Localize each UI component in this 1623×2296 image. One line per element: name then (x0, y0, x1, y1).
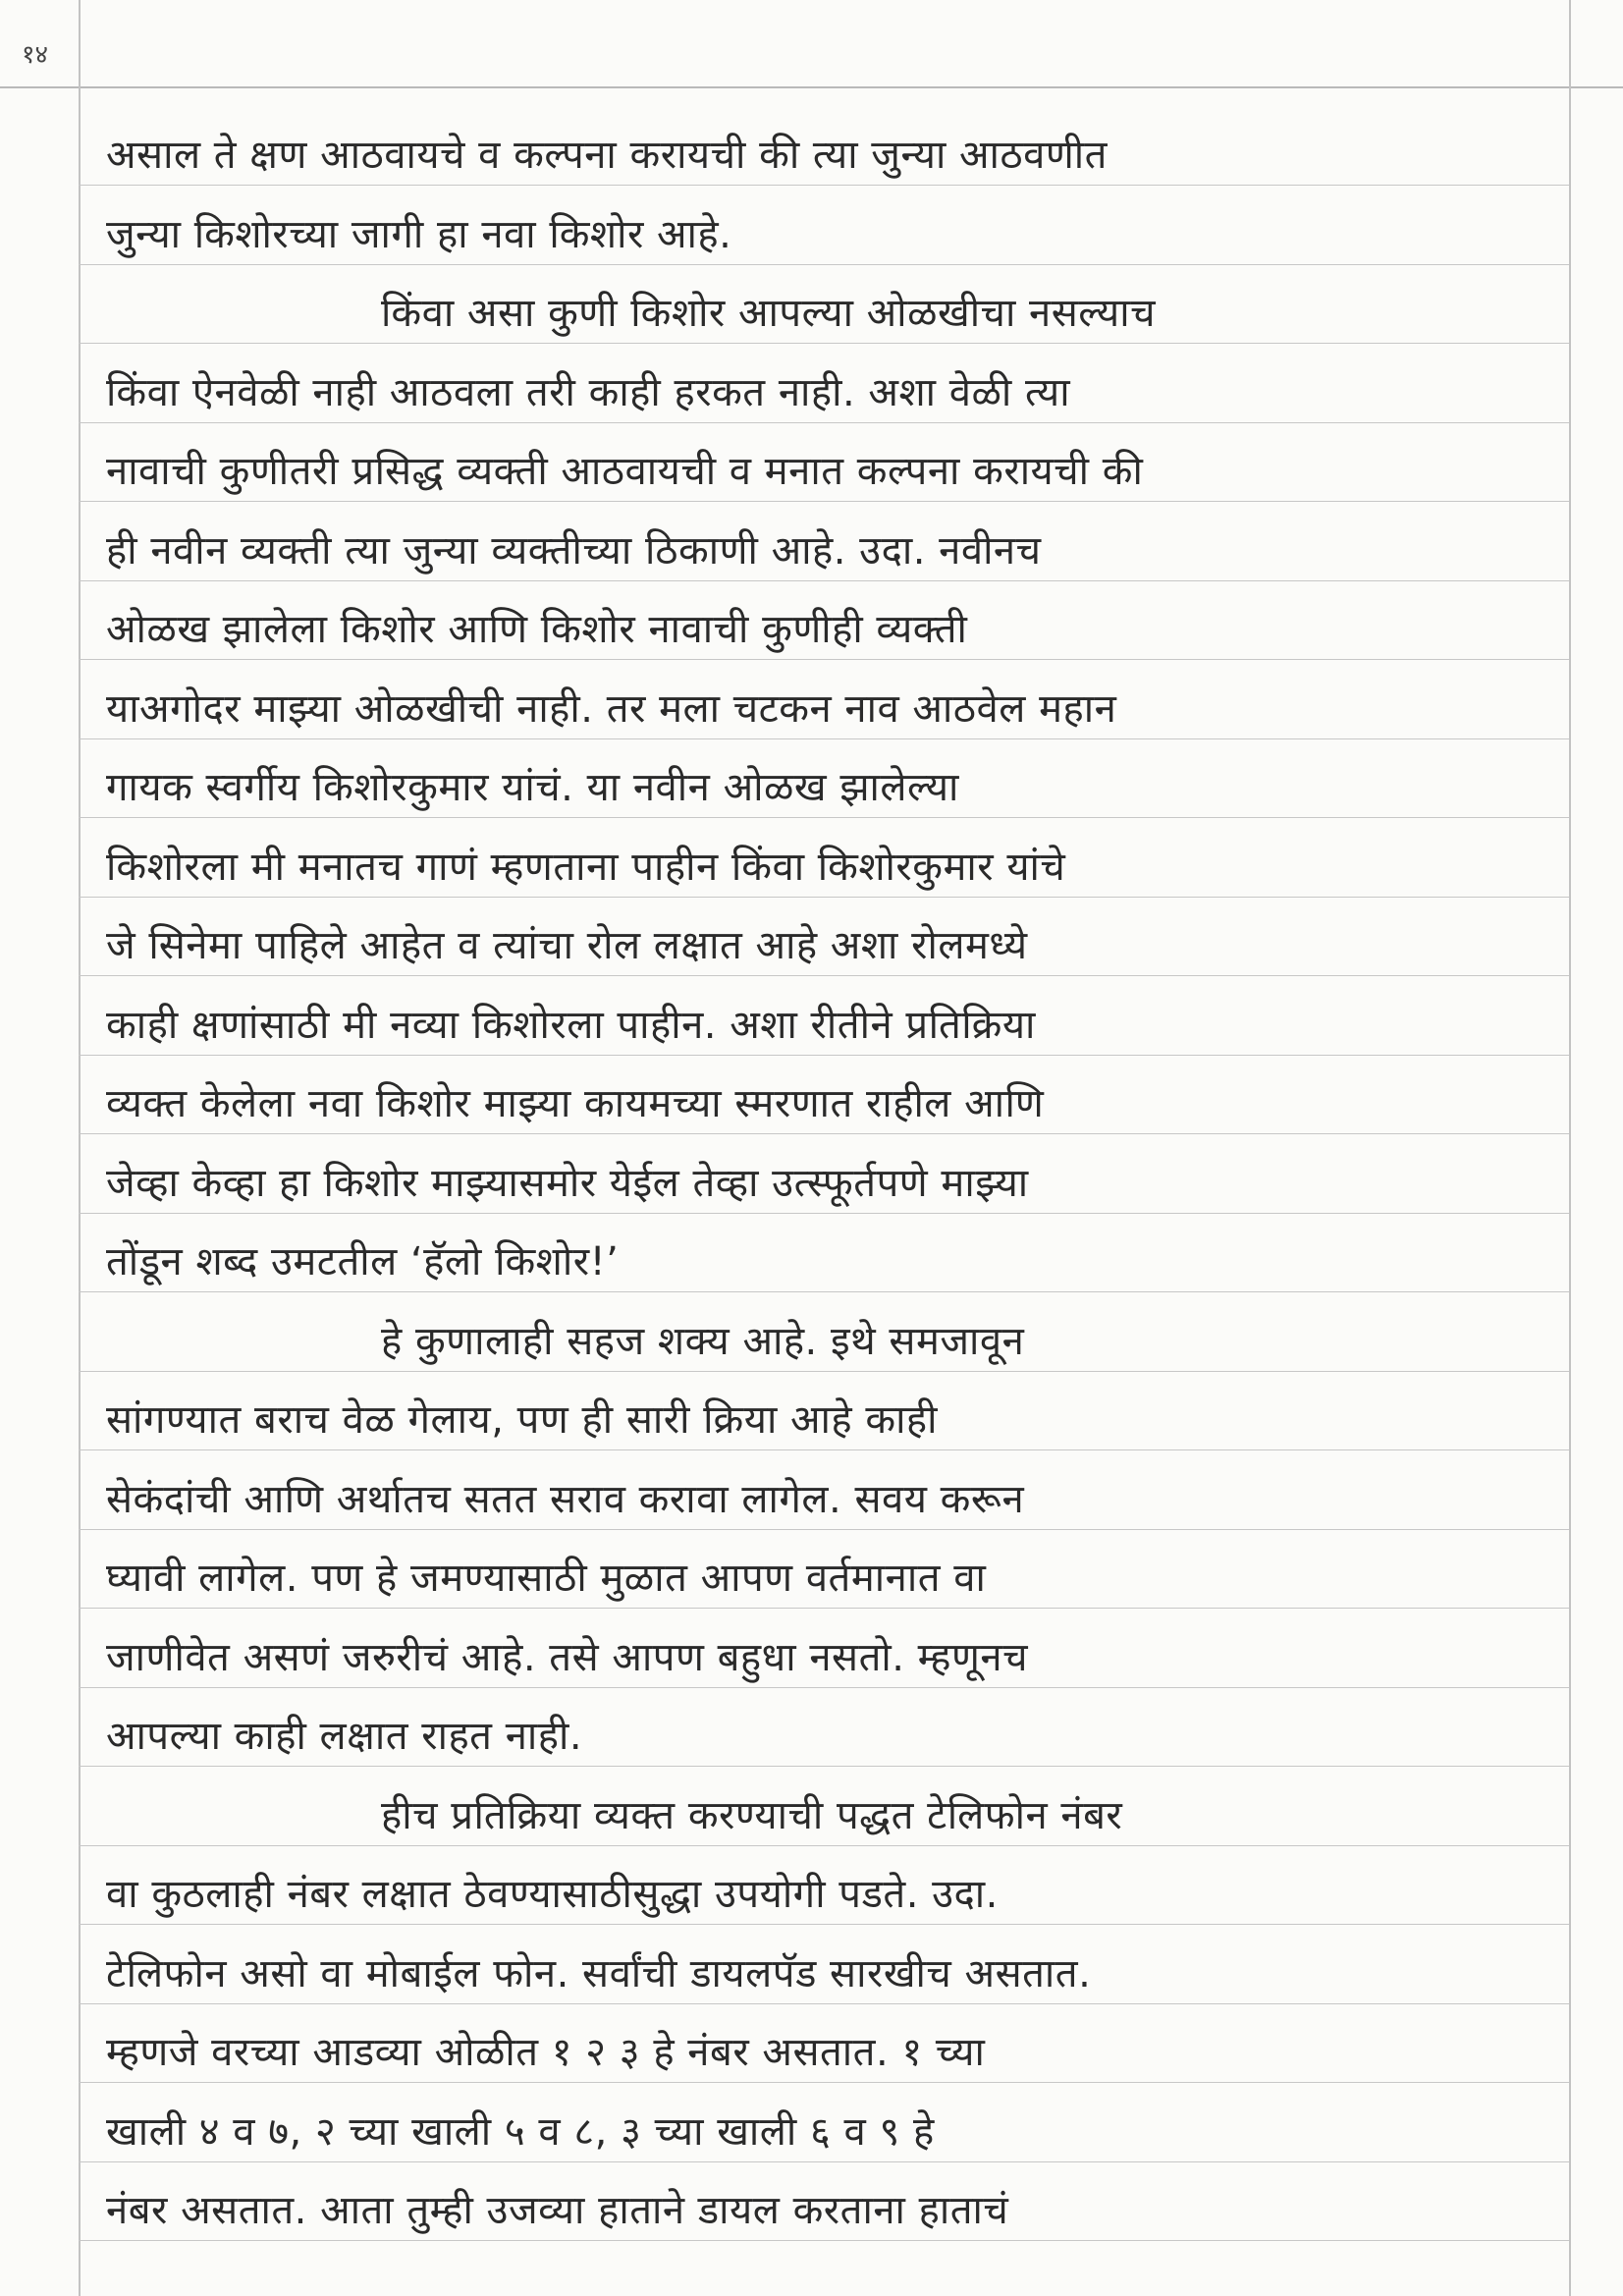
ruled-line (79, 185, 1569, 186)
text-line: व्यक्त केलेला नवा किशोर माझ्या कायमच्या स्मरणात राहील आणि (106, 1081, 1045, 1126)
text-line: तोंडून शब्द उमटतील ‘हॅलो किशोर!’ (106, 1239, 620, 1285)
text-line: किंवा ऐनवेळी नाही आठवला तरी काही हरकत नाही. अशा वेळी त्या (106, 370, 1071, 415)
text-line: ही नवीन व्यक्ती त्या जुन्या व्यक्तीच्या ठिकाणी आहे. उदा. नवीनच (106, 528, 1042, 574)
ruled-line (79, 1608, 1569, 1609)
text-line: हीच प्रतिक्रिया व्यक्त करण्याची पद्धत टेलिफोन नंबर (381, 1793, 1123, 1838)
header-rule (0, 86, 1623, 88)
text-line: असाल ते क्षण आठवायचे व कल्पना करायची की त्या जुन्या आठवणीत (106, 133, 1108, 178)
text-line: ओळख झालेला किशोर आणि किशोर नावाची कुणीही व्यक्ती (106, 607, 968, 652)
text-line: सेकंदांची आणि अर्थातच सतत सराव करावा लागेल. सवय करून (106, 1477, 1025, 1522)
ruled-line (79, 1687, 1569, 1688)
text-line: खाली ४ व ७, २ च्या खाली ५ व ८, ३ च्या खाली ६ व ९ हे (106, 2109, 935, 2155)
ruled-line (79, 817, 1569, 818)
text-line: जुन्या किशोरच्या जागी हा नवा किशोर आहे. (106, 212, 732, 257)
text-line: सांगण्यात बराच वेळ गेलाय, पण ही सारी क्रिया आहे काही (106, 1397, 939, 1443)
text-line: घ्यावी लागेल. पण हे जमण्यासाठी मुळात आपण वर्तमानात वा (106, 1556, 987, 1601)
ruled-line (79, 1055, 1569, 1056)
ruled-line (79, 1291, 1569, 1292)
ruled-line (79, 422, 1569, 423)
ruled-line (79, 738, 1569, 739)
text-line: वा कुठलाही नंबर लक्षात ठेवण्यासाठीसुद्धा उपयोगी पडते. उदा. (106, 1872, 999, 1917)
ruled-line (79, 264, 1569, 265)
text-line: गायक स्वर्गीय किशोरकुमार यांचं. या नवीन ओळख झालेल्या (106, 765, 959, 810)
ruled-line (79, 1845, 1569, 1846)
ruled-line (79, 2161, 1569, 2162)
left-margin-rule (79, 0, 81, 2296)
text-line: याअगोदर माझ्या ओळखीची नाही. तर मला चटकन नाव आठवेल महान (106, 686, 1117, 732)
ruled-line (79, 1449, 1569, 1450)
text-line: हे कुणालाही सहज शक्य आहे. इथे समजावून (381, 1319, 1025, 1364)
text-line: किंवा असा कुणी किशोर आपल्या ओळखीचा नसल्याच (381, 291, 1157, 336)
ruled-line (79, 2240, 1569, 2241)
text-line: नावाची कुणीतरी प्रसिद्ध व्यक्ती आठवायची व मनात कल्पना करायची की (106, 449, 1144, 494)
ruled-line (79, 580, 1569, 581)
text-line: म्हणजे वरच्या आडव्या ओळीत १ २ ३ हे नंबर असतात. १ च्या (106, 2030, 986, 2075)
text-line: जेव्हा केव्हा हा किशोर माझ्यासमोर येईल तेव्हा उत्स्फूर्तपणे माझ्या (106, 1161, 1029, 1206)
ruled-line (79, 2003, 1569, 2004)
ruled-line (79, 897, 1569, 898)
ruled-line (79, 501, 1569, 502)
page-number: १४ (22, 40, 49, 70)
text-line: आपल्या काही लक्षात राहत नाही. (106, 1714, 583, 1759)
text-line: नंबर असतात. आता तुम्ही उजव्या हाताने डायल करताना हाताचं (106, 2188, 1009, 2233)
text-line: टेलिफोन असो वा मोबाईल फोन. सर्वांची डायलपॅड सारखीच असतात. (106, 1951, 1092, 1996)
ruled-line (79, 2082, 1569, 2083)
text-line: किशोरला मी मनातच गाणं म्हणताना पाहीन किंवा किशोरकुमार यांचे (106, 845, 1066, 890)
ruled-line (79, 659, 1569, 660)
text-line: जे सिनेमा पाहिले आहेत व त्यांचा रोल लक्षात आहे अशा रोलमध्ये (106, 923, 1028, 968)
ruled-line (79, 1529, 1569, 1530)
ruled-line (79, 1371, 1569, 1372)
ruled-line (79, 975, 1569, 976)
ruled-line (79, 1213, 1569, 1214)
ruled-line (79, 343, 1569, 344)
ruled-line (79, 1924, 1569, 1925)
text-line: काही क्षणांसाठी मी नव्या किशोरला पाहीन. अशा रीतीने प्रतिक्रिया (106, 1003, 1036, 1048)
right-margin-rule (1569, 0, 1571, 2296)
ruled-line (79, 1133, 1569, 1134)
text-line: जाणीवेत असणं जरुरीचं आहे. तसे आपण बहुधा नसतो. म्हणूनच (106, 1635, 1029, 1680)
ruled-line (79, 1766, 1569, 1767)
